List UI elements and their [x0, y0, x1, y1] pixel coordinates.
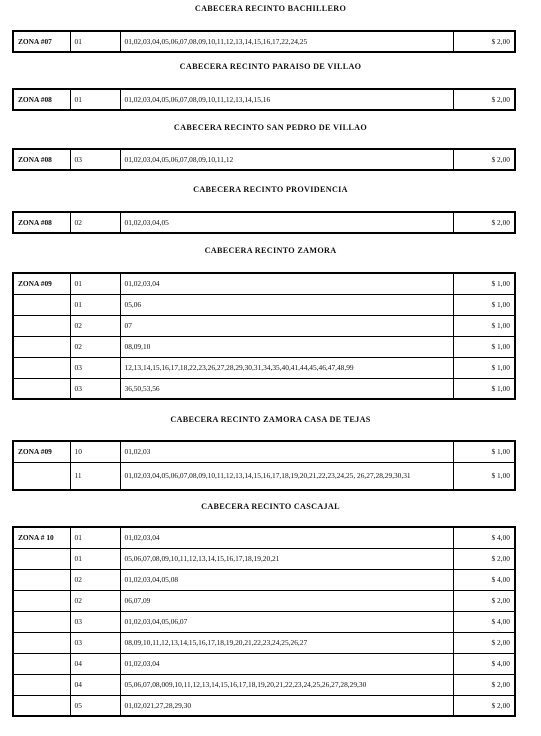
price-cell: $ 1,00: [453, 462, 515, 490]
items-cell: 01,02,03,04: [120, 653, 453, 674]
zone-cell: [13, 611, 70, 632]
price-cell: $ 2,00: [453, 548, 515, 569]
price-cell: $ 1,00: [453, 357, 515, 378]
items-cell: 01,02,03,04,05,06,07,08,09,10,11,12,13,14,15,16,17,18,19,20,21,22,23,24,25, 26,27,28,29,30,31: [120, 462, 453, 490]
table-row: [13, 149, 515, 170]
table-row: [13, 462, 515, 490]
price-cell: $ 4,00: [453, 527, 515, 548]
zone-cell: [13, 462, 70, 490]
price-cell: $ 1,00: [453, 273, 515, 294]
price-cell: $ 1,00: [453, 294, 515, 315]
group-cell: 10: [70, 441, 120, 462]
price-cell: $ 1,00: [453, 441, 515, 462]
group-cell: 03: [70, 378, 120, 399]
group-cell: 03: [70, 611, 120, 632]
price-cell: $ 1,00: [453, 378, 515, 399]
zone-cell: [13, 357, 70, 378]
zone-cell: ZONA #09: [13, 273, 70, 294]
price-cell: $ 2,00: [453, 212, 515, 233]
zone-table-paraiso-de-villao: [12, 88, 516, 111]
zone-cell: [13, 378, 70, 399]
zone-cell: ZONA #07: [13, 31, 70, 52]
price-cell: $ 2,00: [453, 695, 515, 716]
items-cell: 01,02,03,04,05: [120, 212, 453, 233]
zone-cell: [13, 590, 70, 611]
price-cell: $ 4,00: [453, 569, 515, 590]
zone-table-providencia: [12, 211, 516, 234]
zone-table-zamora-casa-de-tejas: [12, 440, 516, 491]
zone-cell: [13, 548, 70, 569]
table-row: [13, 357, 515, 378]
items-cell: 05,06: [120, 294, 453, 315]
price-cell: $ 2,00: [453, 590, 515, 611]
price-cell: $ 1,00: [453, 315, 515, 336]
table-row: [13, 441, 515, 462]
table-row: [13, 695, 515, 716]
group-cell: 04: [70, 674, 120, 695]
zone-table-zamora: [12, 272, 516, 400]
price-cell: $ 4,00: [453, 653, 515, 674]
table-row: [13, 212, 515, 233]
table-row: [13, 336, 515, 357]
group-cell: 02: [70, 590, 120, 611]
zone-cell: ZONA #08: [13, 212, 70, 233]
group-cell: 02: [70, 315, 120, 336]
group-cell: 11: [70, 462, 120, 490]
section-title-zamora-casa-de-tejas: CABECERA RECINTO ZAMORA CASA DE TEJAS: [170, 415, 371, 424]
zone-table-bachillero: [12, 30, 516, 53]
items-cell: 01,02,03,04,05,08: [120, 569, 453, 590]
table-row: [13, 31, 515, 52]
price-cell: $ 2,00: [453, 674, 515, 695]
section-title-paraiso-de-villao: CABECERA RECINTO PARAISO DE VILLAO: [179, 62, 362, 71]
items-cell: 05,06,07,08,09,10,11,12,13,14,15,16,17,18,19,20,21: [120, 548, 453, 569]
items-cell: 12,13,14,15,16,17,18,22,23,26,27,28,29,30,31,34,35,40,41,44,45,46,47,48,99: [120, 357, 453, 378]
table-row: [13, 569, 515, 590]
items-cell: 36,50,53,56: [120, 378, 453, 399]
price-cell: $ 4,00: [453, 611, 515, 632]
table-row: [13, 653, 515, 674]
items-cell: 06,07,09: [120, 590, 453, 611]
group-cell: 01: [70, 273, 120, 294]
section-title-san-pedro-de-villao: CABECERA RECINTO SAN PEDRO DE VILLAO: [173, 123, 368, 132]
section-title-bachillero: CABECERA RECINTO BACHILLERO: [194, 4, 347, 13]
table-row: [13, 527, 515, 548]
table-row: [13, 548, 515, 569]
items-cell: 01,02,03,04,05,06,07,08,09,10,11,12,13,14,15,16,17,22,24,25: [120, 31, 453, 52]
zone-cell: ZONA #09: [13, 441, 70, 462]
zone-cell: [13, 336, 70, 357]
group-cell: 02: [70, 569, 120, 590]
table-row: [13, 611, 515, 632]
items-cell: 01,02,03,04,05,06,07,08,09,10,11,12: [120, 149, 453, 170]
table-row: [13, 590, 515, 611]
zone-cell: [13, 653, 70, 674]
zone-cell: [13, 632, 70, 653]
group-cell: 02: [70, 336, 120, 357]
zone-cell: ZONA #08: [13, 149, 70, 170]
price-cell: $ 1,00: [453, 336, 515, 357]
group-cell: 03: [70, 149, 120, 170]
group-cell: 02: [70, 212, 120, 233]
zone-cell: [13, 315, 70, 336]
zone-cell: [13, 695, 70, 716]
zone-cell: ZONA #08: [13, 89, 70, 110]
items-cell: 07: [120, 315, 453, 336]
group-cell: 04: [70, 653, 120, 674]
items-cell: 01,02,03,04,05,06,07,08,09,10,11,12,13,14,15,16: [120, 89, 453, 110]
table-row: [13, 315, 515, 336]
table-row: [13, 294, 515, 315]
zone-cell: ZONA # 10: [13, 527, 70, 548]
group-cell: 01: [70, 527, 120, 548]
items-cell: 01,02,03,04,05,06,07: [120, 611, 453, 632]
items-cell: 01,02,03,04: [120, 527, 453, 548]
zone-cell: [13, 674, 70, 695]
items-cell: 08,09,10: [120, 336, 453, 357]
table-row: [13, 273, 515, 294]
items-cell: 01,02,021,27,28,29,30: [120, 695, 453, 716]
price-cell: $ 2,00: [453, 632, 515, 653]
items-cell: 05,06,07,08,009,10,11,12,13,14,15,16,17,18,19,20,21,22,23,24,25,26,27,28,29,30: [120, 674, 453, 695]
group-cell: 01: [70, 89, 120, 110]
group-cell: 03: [70, 357, 120, 378]
table-row: [13, 89, 515, 110]
table-row: [13, 378, 515, 399]
items-cell: 08,09,10,11,12,13,14,15,16,17,18,19,20,21,22,23,24,25,26,27: [120, 632, 453, 653]
zone-cell: [13, 294, 70, 315]
items-cell: 01,02,03: [120, 441, 453, 462]
section-title-cascajal: CABECERA RECINTO CASCAJAL: [201, 502, 340, 511]
zone-table-cascajal: [12, 526, 516, 717]
section-title-providencia: CABECERA RECINTO PROVIDENCIA: [193, 185, 348, 194]
price-cell: $ 2,00: [453, 31, 515, 52]
zone-table-san-pedro-de-villao: [12, 148, 516, 171]
group-cell: 05: [70, 695, 120, 716]
price-cell: $ 2,00: [453, 89, 515, 110]
zone-cell: [13, 569, 70, 590]
items-cell: 01,02,03,04: [120, 273, 453, 294]
price-cell: $ 2,00: [453, 149, 515, 170]
section-title-zamora: CABECERA RECINTO ZAMORA: [204, 246, 337, 255]
group-cell: 03: [70, 632, 120, 653]
group-cell: 01: [70, 294, 120, 315]
table-row: [13, 674, 515, 695]
group-cell: 01: [70, 548, 120, 569]
table-row: [13, 632, 515, 653]
group-cell: 01: [70, 31, 120, 52]
